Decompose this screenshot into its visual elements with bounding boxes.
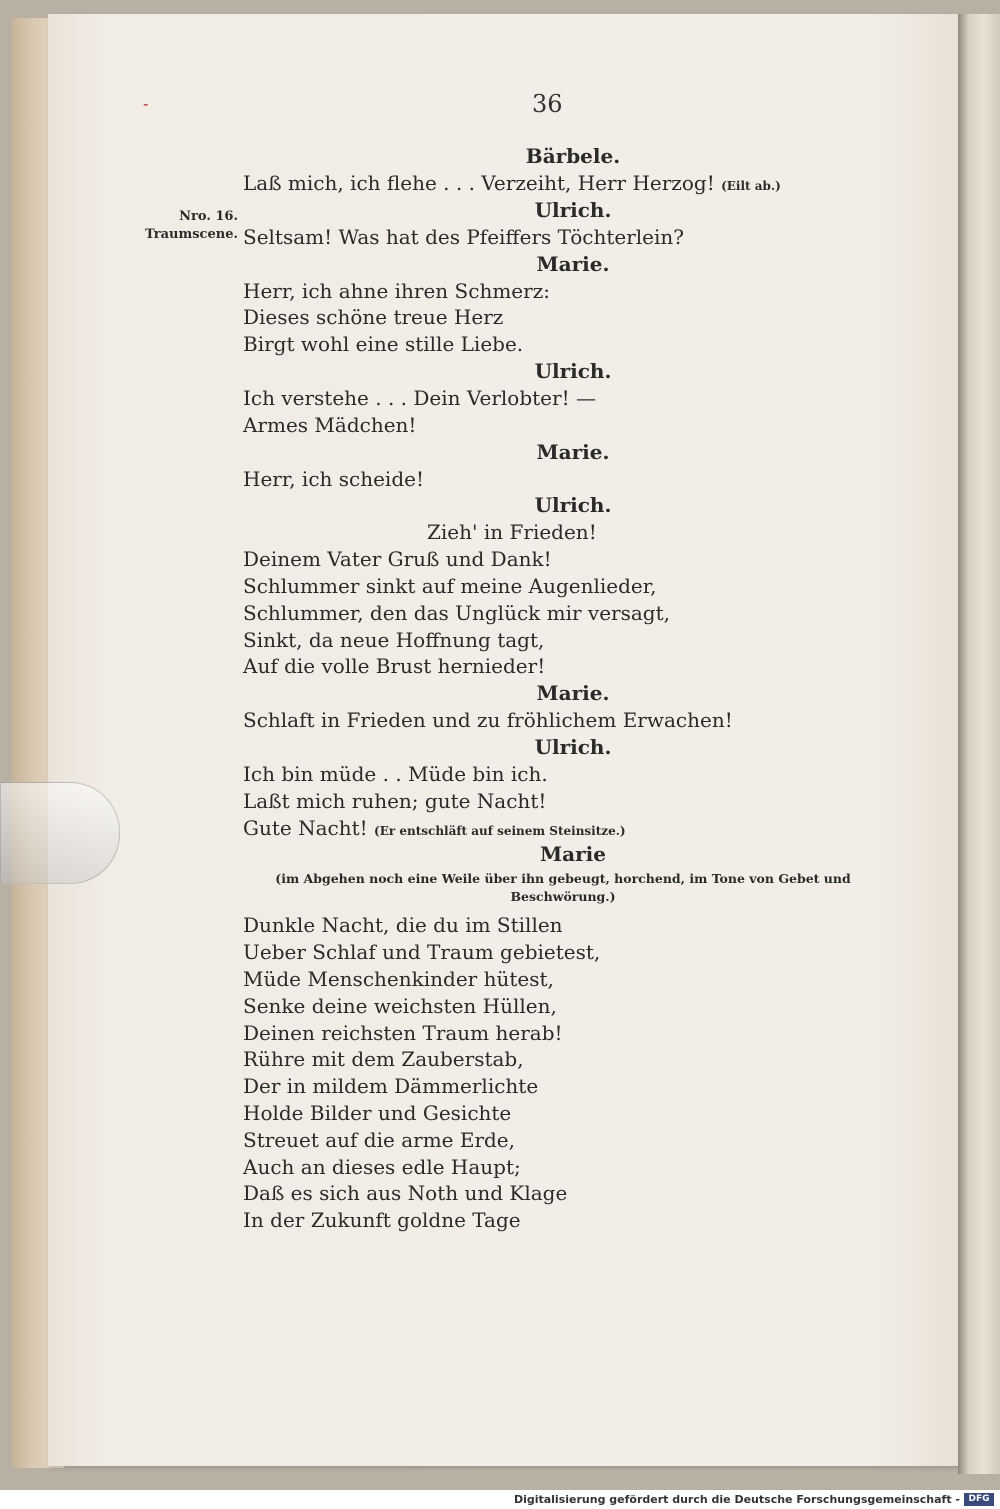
margin-note-number: Nro. 16.	[179, 209, 238, 224]
verse-line	[243, 653, 863, 680]
verse-text: Ich bin müde . . Müde bin ich.	[243, 761, 548, 786]
verse-line	[243, 331, 863, 358]
speaker-name: Marie.	[536, 251, 610, 276]
footer-bar	[0, 1490, 1000, 1509]
verse-text: In der Zukunft goldne Tage	[243, 1208, 521, 1233]
page-number: 36	[532, 90, 563, 118]
speaker-name: Ulrich.	[534, 197, 612, 222]
speaker-name: Ulrich.	[534, 358, 612, 383]
margin-note	[128, 208, 238, 244]
verse-text: Seltsam! Was hat des Pfeiffers Töchterlein?	[243, 224, 685, 249]
speaker-name: Marie	[540, 842, 606, 867]
verse-text: Birgt wohl eine stille Liebe.	[243, 332, 524, 357]
verse-line	[243, 707, 863, 734]
verse-line	[243, 627, 863, 654]
verse-text: Laßt mich ruhen; gute Nacht!	[243, 788, 547, 813]
margin-note-title: Traumscene.	[145, 227, 238, 242]
verse-text: Streuet auf die arme Erde,	[243, 1127, 516, 1152]
inline-stage-direction: (Er entschläft auf seinem Steinsitze.)	[374, 823, 626, 838]
verse-line	[243, 788, 863, 815]
main-text	[243, 143, 863, 1234]
verse-text: Ich verstehe . . . Dein Verlobter! —	[243, 385, 596, 410]
verse-line	[243, 966, 863, 993]
speaker-name: Bärbele.	[525, 144, 621, 168]
verse-text: Auch an dieses edle Haupt;	[243, 1154, 521, 1179]
book-right-edge	[958, 14, 1000, 1474]
speaker-name: Marie.	[536, 681, 610, 706]
speaker-name: Marie.	[536, 439, 610, 464]
verse-text: Schlummer, den das Unglück mir versagt,	[243, 600, 670, 625]
verse-text: Armes Mädchen!	[243, 412, 417, 437]
verse-line	[243, 1100, 863, 1127]
verse-text: Herr, ich scheide!	[243, 466, 425, 491]
verse-line	[243, 519, 863, 546]
verse-line	[243, 412, 863, 439]
verse-line	[243, 1127, 863, 1154]
verse-line	[243, 761, 863, 788]
dfg-logo: DFG	[964, 1493, 994, 1506]
verse-text: Rühre mit dem Zauberstab,	[243, 1047, 524, 1072]
speaker-name: Ulrich.	[534, 493, 612, 518]
verse-line	[243, 1207, 863, 1234]
verse-text: Daß es sich aus Noth und Klage	[243, 1181, 568, 1206]
verse-text: Laß mich, ich flehe . . . Verzeiht, Herr Herzog!	[243, 171, 715, 195]
verse-text: Müde Menschenkinder hütest,	[243, 966, 554, 991]
verse-text: Deinen reichsten Traum herab!	[243, 1020, 563, 1045]
verse-text: Herr, ich ahne ihren Schmerz:	[243, 278, 550, 303]
verse-text: Dieses schöne treue Herz	[243, 305, 504, 330]
verse-text: Gute Nacht!	[243, 815, 368, 840]
verse-text: Auf die volle Brust hernieder!	[243, 654, 546, 679]
verse-line	[243, 815, 863, 842]
stage-direction: (im Abgehen noch eine Weile über ihn gebeugt, horchend, im Tone von Gebet und Beschwörung.)	[275, 871, 851, 905]
verse-line	[243, 993, 863, 1020]
verse-line	[243, 573, 863, 600]
verse-line	[243, 278, 863, 305]
verse-line	[243, 1046, 863, 1073]
verse-line	[243, 304, 863, 331]
verse-line	[243, 170, 863, 197]
verse-line	[243, 1073, 863, 1100]
verse-text: Sinkt, da neue Hoffnung tagt,	[243, 627, 545, 652]
verse-line	[243, 546, 863, 573]
verse-text: Senke deine weichsten Hüllen,	[243, 993, 557, 1018]
verse-text: Schlummer sinkt auf meine Augenlieder,	[243, 573, 657, 598]
verse-line	[243, 912, 863, 939]
verse-line	[243, 600, 863, 627]
footer-credit: Digitalisierung gefördert durch die Deutsche Forschungsgemeinschaft -	[513, 1493, 960, 1506]
verse-line	[243, 466, 863, 493]
speaker-name: Ulrich.	[534, 734, 612, 759]
verse-line	[243, 939, 863, 966]
verse-text: Dunkle Nacht, die du im Stillen	[243, 913, 563, 938]
margin-mark: -	[143, 94, 149, 113]
verse-text: Schlaft in Frieden und zu fröhlichem Erwachen!	[243, 708, 733, 733]
verse-line	[243, 385, 863, 412]
verse-line	[243, 1154, 863, 1181]
verse-line	[243, 1180, 863, 1207]
inline-stage-direction: (Eilt ab.)	[721, 179, 781, 193]
verse-text: Holde Bilder und Gesichte	[243, 1100, 512, 1125]
verse-line	[243, 1020, 863, 1047]
scanner-clip	[0, 782, 120, 884]
verse-text: Deinem Vater Gruß und Dank!	[243, 547, 552, 572]
verse-text: Der in mildem Dämmerlichte	[243, 1074, 539, 1099]
verse-text: Zieh' in Frieden!	[427, 520, 597, 545]
verse-line	[243, 224, 863, 251]
verse-text: Ueber Schlaf und Traum gebietest,	[243, 940, 601, 965]
